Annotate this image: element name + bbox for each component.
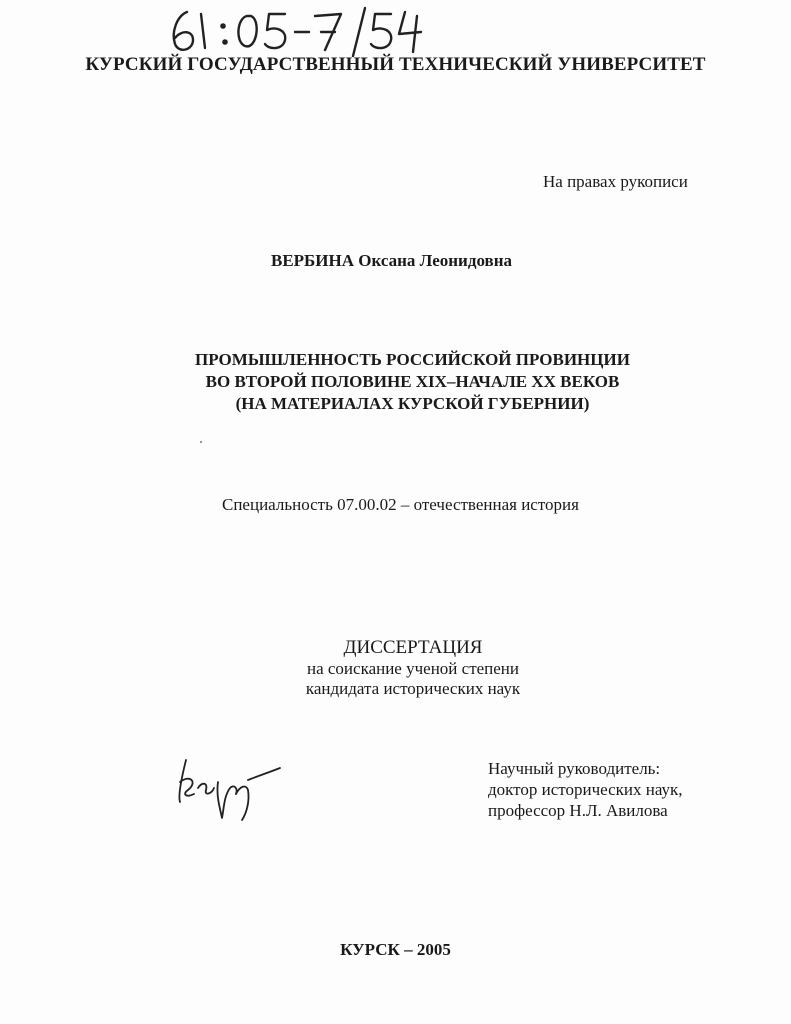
author-signature: [172, 752, 284, 824]
city-year: КУРСК – 2005: [340, 940, 451, 959]
manuscript-rights-note: На правах рукописи: [543, 172, 688, 191]
title-line: (НА МАТЕРИАЛАХ КУРСКОЙ ГУБЕРНИИ): [235, 394, 590, 413]
handwritten-number-drawing: [165, 2, 425, 58]
dissertation-degree-block: [213, 637, 613, 699]
degree-line-2: кандидата исторических наук: [305, 679, 521, 698]
stray-dot-mark: [200, 441, 202, 443]
handwritten-catalog-number: [165, 2, 425, 58]
university-name: КУРСКИЙ ГОСУДАРСТВЕННЫЙ ТЕХНИЧЕСКИЙ УНИВЕРСИТЕТ: [85, 54, 706, 75]
title-line: ПРОМЫШЛЕННОСТЬ РОССИЙСКОЙ ПРОВИНЦИИ: [195, 350, 630, 369]
scientific-supervisor: [488, 758, 683, 821]
degree-line-1: на соискание ученой степени: [306, 659, 520, 678]
dissertation-title: [0, 349, 791, 415]
supervisor-name: профессор Н.Л. Авилова: [488, 801, 668, 820]
specialty-line: Специальность 07.00.02 – отечественная история: [222, 495, 579, 514]
dissertation-heading: ДИССЕРТАЦИЯ: [343, 637, 483, 658]
signature-drawing: [172, 752, 284, 824]
author-name: ВЕРБИНА Оксана Леонидовна: [271, 251, 513, 270]
title-line: ВО ВТОРОЙ ПОЛОВИНЕ XIX–НАЧАЛЕ XX ВЕКОВ: [205, 372, 620, 391]
supervisor-degree: доктор исторических наук,: [488, 780, 683, 799]
supervisor-label: Научный руководитель:: [488, 759, 661, 778]
